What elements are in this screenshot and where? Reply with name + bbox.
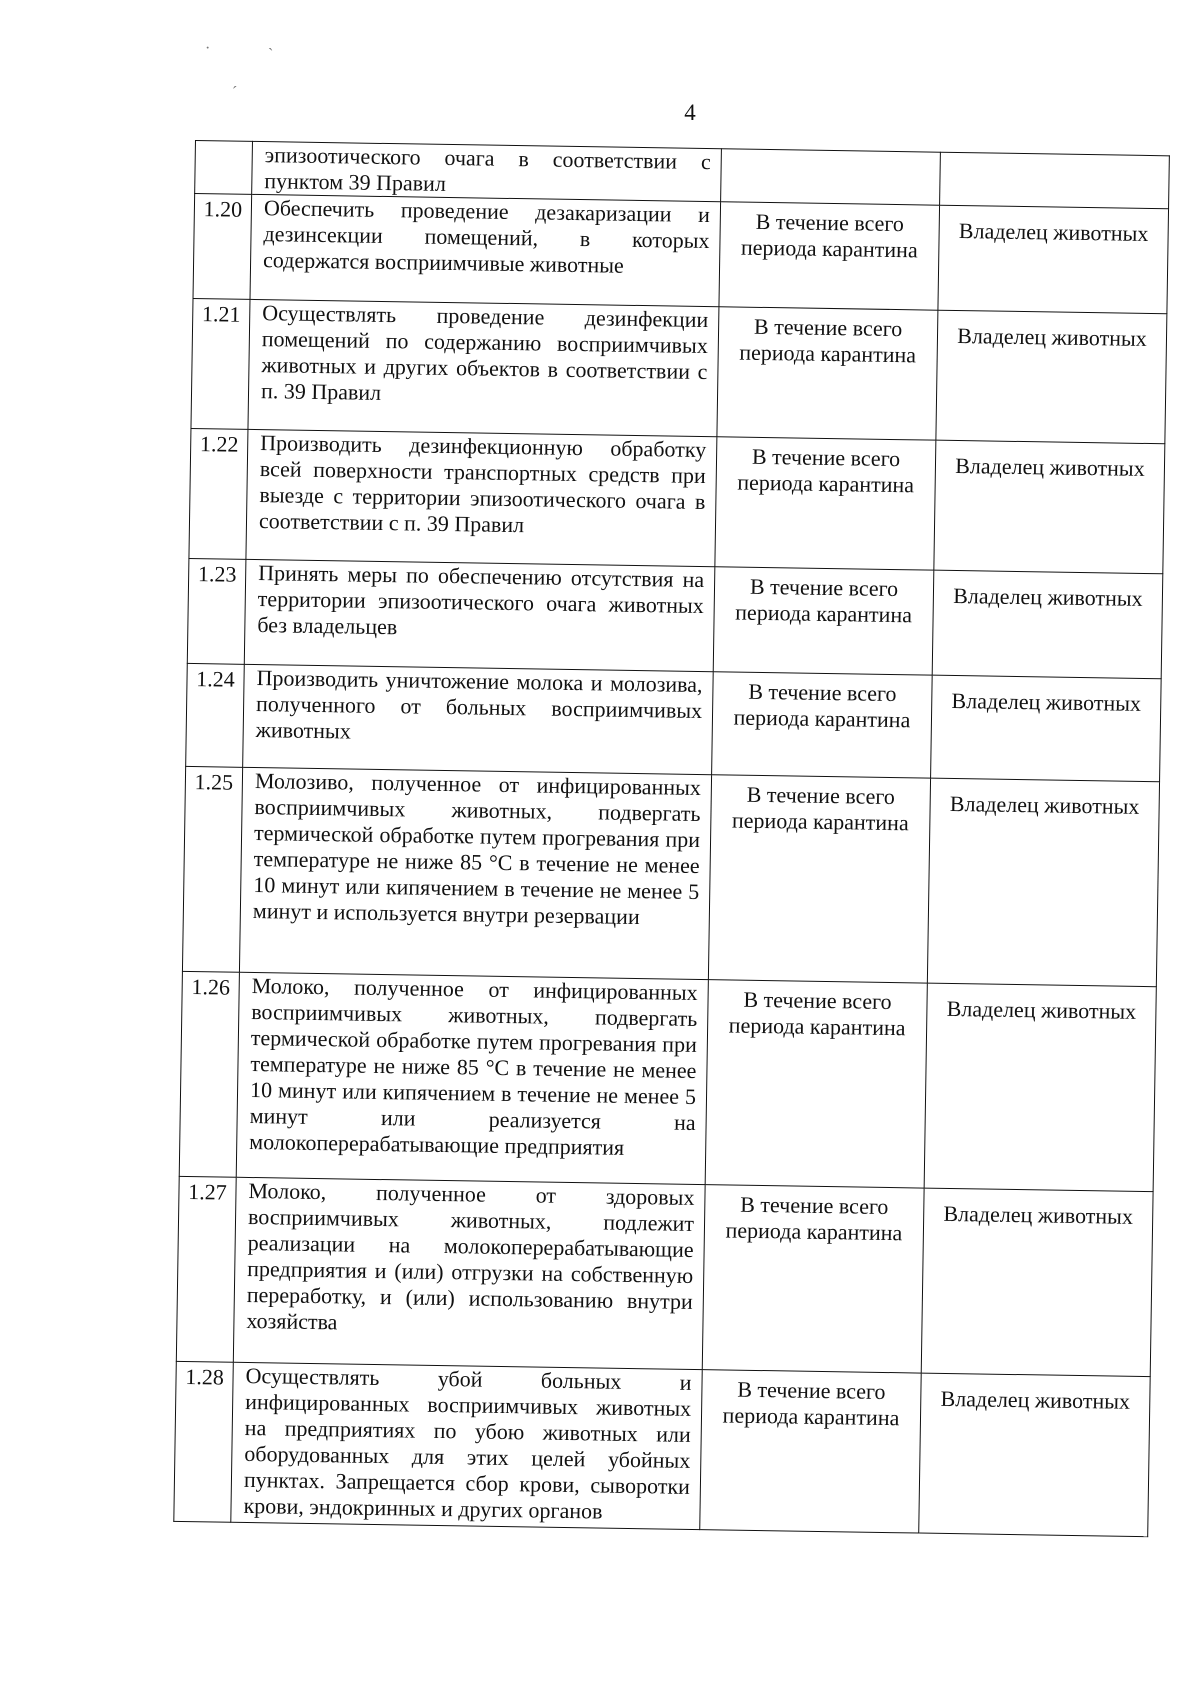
- period-cell: В течение всего периода карантина: [713, 567, 934, 675]
- measure-text: Молоко, полученное от здоровых восприимчивых животных, подлежит реализации на молокоперерабатывающие предприятия и (или) отгрузки на собственную переработку, и (или) использованию внутри хозяйства: [233, 1177, 705, 1369]
- measure-text: Производить уничтожение молока и молозива, полученного от больных восприимчивых животных: [243, 664, 714, 774]
- responsible-cell: [940, 152, 1170, 209]
- table-row: [189, 428, 1165, 573]
- row-number: 1.22: [189, 428, 248, 559]
- row-number: 1.20: [193, 194, 252, 300]
- scan-speck: ·: [205, 40, 211, 57]
- responsible-cell: Владелец животных: [927, 778, 1159, 987]
- period-cell: В течение всего периода карантина: [708, 775, 930, 983]
- row-number: 1.25: [182, 766, 242, 972]
- row-number: 1.27: [176, 1176, 236, 1362]
- measure-text: Осуществлять убой больных и инфицированных восприимчивых животных на предприятиях по убою животных или оборудованных для этих целей убойных пунктах. Запрещается сбор крови, сыворотки крови, эндокринных и других органов: [231, 1362, 702, 1529]
- measures-table-container: [173, 140, 1170, 1537]
- table-row: [191, 298, 1167, 443]
- scan-speck: ˊ: [232, 84, 238, 101]
- responsible-cell: Владелец животных: [931, 675, 1162, 782]
- responsible-cell: Владелец животных: [936, 310, 1167, 444]
- row-number: 1.26: [179, 971, 239, 1177]
- table-row: [193, 194, 1169, 314]
- period-cell: [721, 149, 941, 205]
- responsible-cell: Владелец животных: [938, 205, 1169, 314]
- period-cell: В течение всего периода карантина: [715, 437, 936, 570]
- measures-table: [173, 140, 1170, 1537]
- responsible-cell: Владелец животных: [934, 440, 1165, 574]
- responsible-cell: Владелец животных: [924, 983, 1156, 1192]
- period-cell: В течение всего периода карантина: [719, 202, 940, 310]
- responsible-cell: Владелец животных: [921, 1188, 1153, 1377]
- period-cell: В течение всего периода карантина: [700, 1370, 921, 1533]
- measure-text: Осуществлять проведение дезинфекции помещений по содержанию восприимчивых животных и других объектов в соответствии с п. 39 Правил: [248, 299, 719, 436]
- responsible-cell: Владелец животных: [919, 1373, 1150, 1537]
- period-cell: В течение всего периода карантина: [712, 672, 933, 778]
- row-number: 1.28: [174, 1361, 234, 1522]
- period-cell: В течение всего периода карантина: [717, 307, 938, 440]
- measure-text: эпизоотического очага в соответствии с пунктом 39 Правил: [252, 141, 722, 201]
- table-row: [179, 971, 1156, 1191]
- measure-text: Молозиво, полученное от инфицированных восприимчивых животных, подвергать термической обработке путем прогревания при температуре не ниже 85 °C в течение не менее 10 минут или кипячением в течение не менее 5 минут и используется внутри резервации: [239, 767, 711, 979]
- measure-text: Обеспечить проведение дезакаризации и дезинсекции помещений, в которых содержатся восприимчивые животные: [250, 194, 721, 306]
- table-row: [176, 1176, 1153, 1376]
- measure-text: Производить дезинфекционную обработку всей поверхности транспортных средств при выезде с территории эпизоотического очага в соответствии с п. 39 Правил: [246, 429, 717, 566]
- table-row: [186, 663, 1161, 781]
- row-number: 1.24: [186, 663, 245, 767]
- row-number: 1.23: [187, 558, 246, 664]
- row-number: [195, 141, 253, 195]
- measure-text: Молоко, полученное от инфицированных восприимчивых животных, подвергать термической обработке путем прогревания при температуре не ниже 85 °C в течение не менее 10 минут или кипячением в течение не менее 5 минут или реализуется на молокоперерабатывающие предприятия: [236, 972, 708, 1184]
- table-row: [187, 558, 1163, 678]
- row-number: 1.21: [191, 298, 250, 429]
- responsible-cell: Владелец животных: [932, 570, 1163, 679]
- table-row: [182, 766, 1159, 986]
- period-cell: В течение всего периода карантина: [705, 980, 927, 1188]
- page-number: 4: [684, 100, 696, 125]
- scan-speck: ˏ: [268, 34, 274, 51]
- measure-text: Принять меры по обеспечению отсутствия на территории эпизоотического очага животных без владельцев: [244, 559, 715, 671]
- table-row: [174, 1361, 1150, 1536]
- period-cell: В течение всего периода карантина: [702, 1185, 924, 1373]
